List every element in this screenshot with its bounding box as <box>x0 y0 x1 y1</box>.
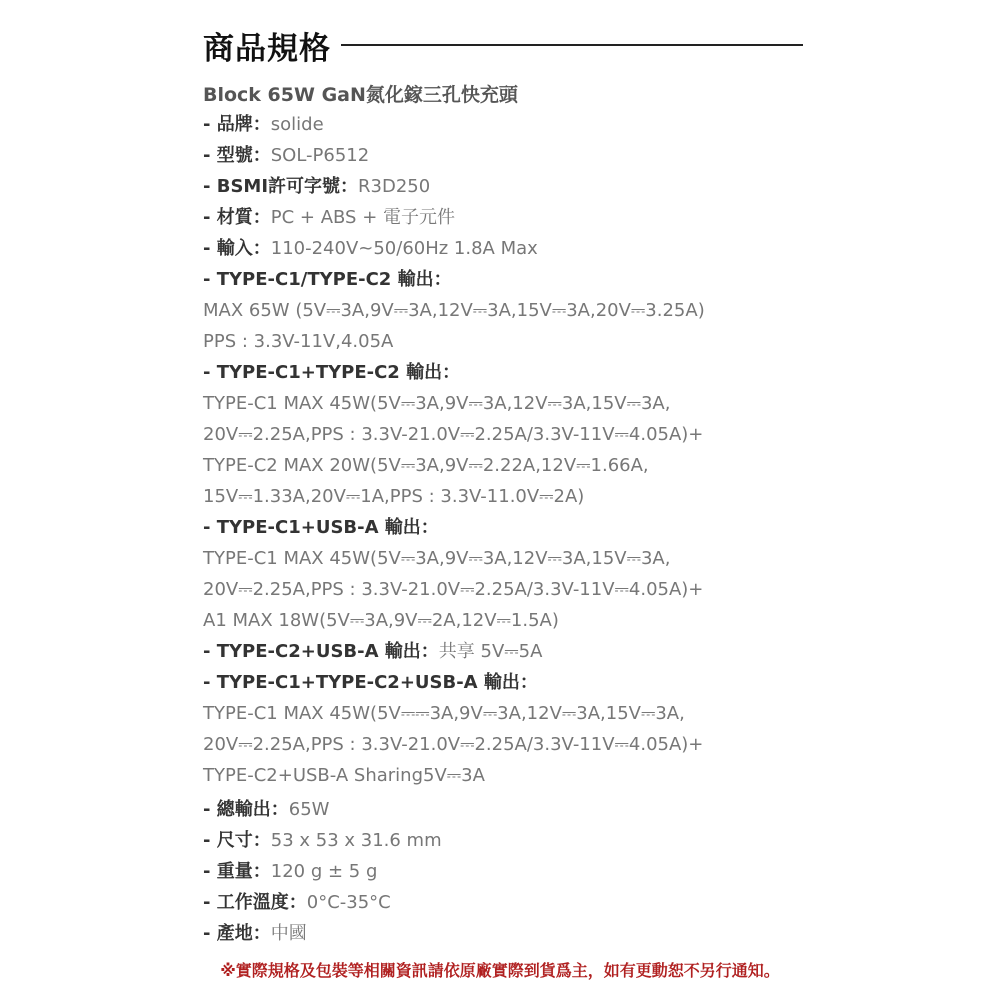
spec-input-label: - 輸入： <box>203 238 271 259</box>
spec-origin-value: 中國 <box>270 923 307 944</box>
spec-size-value: 53 x 53 x 31.6 mm <box>270 830 442 851</box>
spec-c1c2usba-line: TYPE-C2+USB-A Sharing5V⎓3A <box>203 765 485 786</box>
spec-list <box>203 109 803 949</box>
spec-brand <box>203 109 803 140</box>
spec-c1plusc2-label: - TYPE-C1+TYPE-C2 輸出： <box>203 362 461 383</box>
spec-total-label: - 總輸出： <box>203 799 289 820</box>
spec-c2usba <box>203 636 803 667</box>
spec-c1plusc2-line: 15V⎓1.33A,20V⎓1A,PPS : 3.3V-11.0V⎓2A) <box>203 486 585 507</box>
spec-c1usba-line: 20V⎓2.25A,PPS : 3.3V-21.0V⎓2.25A/3.3V-11V⎓4.05A)+ <box>203 579 704 600</box>
spec-material-value: PC + ABS + 電子元件 <box>270 207 455 228</box>
spec-model-value: SOL-P6512 <box>270 145 370 166</box>
spec-c1plusc2-line: TYPE-C2 MAX 20W(5V⎓3A,9V⎓2.22A,12V⎓1.66A, <box>203 455 649 476</box>
spec-origin <box>203 918 803 949</box>
spec-total-value: 65W <box>288 799 330 820</box>
spec-temperature-label: - 工作溫度： <box>203 892 307 913</box>
spec-c1plusc2-line: TYPE-C1 MAX 45W(5V⎓3A,9V⎓3A,12V⎓3A,15V⎓3A, <box>203 393 671 414</box>
spec-bsmi <box>203 171 803 202</box>
title-divider <box>341 44 803 46</box>
spec-c2usba-value: 共享 5V⎓5A <box>438 641 543 662</box>
spec-bsmi-value: R3D250 <box>358 176 431 197</box>
spec-origin-label: - 產地： <box>203 923 271 944</box>
spec-c1usba-line: TYPE-C1 MAX 45W(5V⎓3A,9V⎓3A,12V⎓3A,15V⎓3A, <box>203 548 671 569</box>
spec-c1c2usba-line: 20V⎓2.25A,PPS : 3.3V-21.0V⎓2.25A/3.3V-11V⎓4.05A)+ <box>203 734 704 755</box>
spec-c1c2-line: PPS : 3.3V-11V,4.05A <box>203 331 394 352</box>
spec-c1c2-line: MAX 65W (5V⎓3A,9V⎓3A,12V⎓3A,15V⎓3A,20V⎓3.25A) <box>203 300 705 321</box>
spec-model <box>203 140 803 171</box>
spec-c1usba-heading <box>203 512 803 543</box>
spec-size-label: - 尺寸： <box>203 830 271 851</box>
spec-total <box>203 794 803 825</box>
spec-c1plusc2-line: 20V⎓2.25A,PPS : 3.3V-21.0V⎓2.25A/3.3V-11V⎓4.05A)+ <box>203 424 704 445</box>
spec-c1c2usba-heading <box>203 667 803 698</box>
spec-c1c2-label: - TYPE-C1/TYPE-C2 輸出： <box>203 269 452 290</box>
spec-c1plusc2-heading <box>203 357 803 388</box>
disclaimer-note: ※實際規格及包裝等相關資訊請依原廠實際到貨爲主，如有更動恕不另行通知。 <box>220 961 780 980</box>
spec-c1c2usba-line: TYPE-C1 MAX 45W(5V⎓⎓3A,9V⎓3A,12V⎓3A,15V⎓3A, <box>203 703 685 724</box>
spec-temperature-value: 0°C-35°C <box>306 892 391 913</box>
spec-brand-value: solide <box>270 114 324 135</box>
spec-c1usba-line: A1 MAX 18W(5V⎓3A,9V⎓2A,12V⎓1.5A) <box>203 610 559 631</box>
spec-model-label: - 型號： <box>203 145 271 166</box>
page-title: 商品規格 <box>203 30 331 67</box>
spec-weight-value: 120 g ± 5 g <box>270 861 378 882</box>
spec-bsmi-label: - BSMI許可字號： <box>203 176 359 197</box>
spec-size <box>203 825 803 856</box>
spec-weight-label: - 重量： <box>203 861 271 882</box>
product-name: Block 65W GaN氮化鎵三孔快充頭 <box>203 84 518 106</box>
spec-input-value: 110-240V~50/60Hz 1.8A Max <box>270 238 538 259</box>
spec-brand-label: - 品牌： <box>203 114 271 135</box>
spec-c1c2usba-label: - TYPE-C1+TYPE-C2+USB-A 輸出： <box>203 672 538 693</box>
spec-material <box>203 202 803 233</box>
spec-input <box>203 233 803 264</box>
spec-c1usba-label: - TYPE-C1+USB-A 輸出： <box>203 517 439 538</box>
spec-c1c2-heading <box>203 264 803 295</box>
spec-material-label: - 材質： <box>203 207 271 228</box>
spec-c2usba-label: - TYPE-C2+USB-A 輸出： <box>203 641 439 662</box>
spec-weight <box>203 856 803 887</box>
spec-temperature <box>203 887 803 918</box>
spec-header <box>203 22 803 68</box>
